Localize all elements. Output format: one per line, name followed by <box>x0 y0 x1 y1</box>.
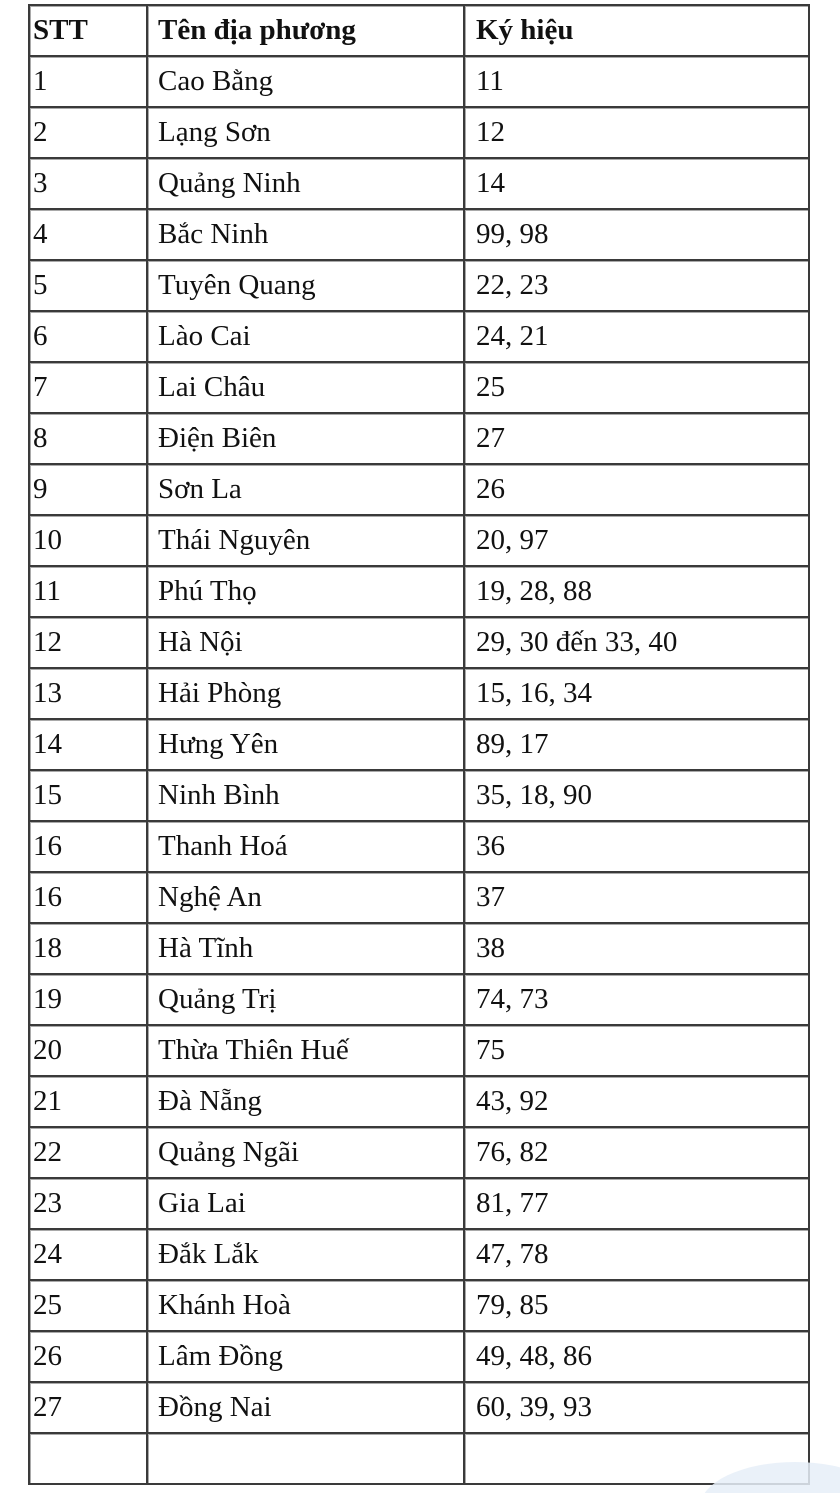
table-row <box>30 822 810 873</box>
row-stt: 15 <box>30 771 148 822</box>
row-stt: 22 <box>30 1128 148 1179</box>
row-code: 27 <box>465 414 810 465</box>
row-stt: 18 <box>30 924 148 975</box>
table-row <box>30 1179 810 1230</box>
row-stt: 19 <box>30 975 148 1026</box>
table-row <box>30 261 810 312</box>
row-stt: 13 <box>30 669 148 720</box>
header-code: Ký hiệu <box>465 6 810 57</box>
row-province-name: Lai Châu <box>148 363 465 414</box>
row-code: 81, 77 <box>465 1179 810 1230</box>
row-stt: 1 <box>30 57 148 108</box>
row-stt: 5 <box>30 261 148 312</box>
row-code: 15, 16, 34 <box>465 669 810 720</box>
row-province-name: Bắc Ninh <box>148 210 465 261</box>
row-code: 38 <box>465 924 810 975</box>
row-code: 19, 28, 88 <box>465 567 810 618</box>
row-stt: 24 <box>30 1230 148 1281</box>
row-stt: 12 <box>30 618 148 669</box>
row-stt: 6 <box>30 312 148 363</box>
row-stt: 7 <box>30 363 148 414</box>
row-province-name: Hải Phòng <box>148 669 465 720</box>
row-province-name: Hà Nội <box>148 618 465 669</box>
row-stt: 11 <box>30 567 148 618</box>
row-code: 36 <box>465 822 810 873</box>
row-province-name: Đắk Lắk <box>148 1230 465 1281</box>
table-row <box>30 1434 810 1485</box>
table-row <box>30 975 810 1026</box>
table-row <box>30 567 810 618</box>
table-row <box>30 108 810 159</box>
table-row <box>30 1383 810 1434</box>
row-province-name: Hưng Yên <box>148 720 465 771</box>
row-code: 47, 78 <box>465 1230 810 1281</box>
row-code: 43, 92 <box>465 1077 810 1128</box>
row-province-name: Thái Nguyên <box>148 516 465 567</box>
row-stt: 27 <box>30 1383 148 1434</box>
row-province-name: Ninh Bình <box>148 771 465 822</box>
row-province-name: Lào Cai <box>148 312 465 363</box>
table-row <box>30 1128 810 1179</box>
table-row <box>30 924 810 975</box>
row-stt: 4 <box>30 210 148 261</box>
row-code: 35, 18, 90 <box>465 771 810 822</box>
table-row <box>30 1332 810 1383</box>
row-code: 22, 23 <box>465 261 810 312</box>
table-row <box>30 1077 810 1128</box>
row-code: 49, 48, 86 <box>465 1332 810 1383</box>
row-code: 24, 21 <box>465 312 810 363</box>
row-province-name: Quảng Trị <box>148 975 465 1026</box>
row-stt: 23 <box>30 1179 148 1230</box>
row-code: 14 <box>465 159 810 210</box>
row-province-name: Đà Nẵng <box>148 1077 465 1128</box>
table-row <box>30 873 810 924</box>
table-row <box>30 312 810 363</box>
table-row <box>30 414 810 465</box>
row-code: 20, 97 <box>465 516 810 567</box>
row-stt: 25 <box>30 1281 148 1332</box>
row-code: 60, 39, 93 <box>465 1383 810 1434</box>
row-province-name: Sơn La <box>148 465 465 516</box>
row-province-name: Tuyên Quang <box>148 261 465 312</box>
row-province-name: Gia Lai <box>148 1179 465 1230</box>
row-stt: 9 <box>30 465 148 516</box>
row-province-name: Hà Tĩnh <box>148 924 465 975</box>
row-code: 12 <box>465 108 810 159</box>
table-row <box>30 771 810 822</box>
table-row <box>30 669 810 720</box>
row-code: 79, 85 <box>465 1281 810 1332</box>
row-stt: 16 <box>30 822 148 873</box>
row-stt: 2 <box>30 108 148 159</box>
header-stt: STT <box>30 6 148 57</box>
row-code: 11 <box>465 57 810 108</box>
row-stt: 20 <box>30 1026 148 1077</box>
table-body <box>30 57 810 1485</box>
row-province-name: Nghệ An <box>148 873 465 924</box>
row-code: 99, 98 <box>465 210 810 261</box>
row-stt: 26 <box>30 1332 148 1383</box>
row-province-name: Quảng Ngãi <box>148 1128 465 1179</box>
row-province-name: Cao Bằng <box>148 57 465 108</box>
row-province-name: Thừa Thiên Huế <box>148 1026 465 1077</box>
table-row <box>30 57 810 108</box>
table-row <box>30 465 810 516</box>
table-row <box>30 159 810 210</box>
row-stt <box>30 1434 148 1485</box>
table-row <box>30 1281 810 1332</box>
table-row <box>30 618 810 669</box>
row-code: 74, 73 <box>465 975 810 1026</box>
row-code: 29, 30 đến 33, 40 <box>465 618 810 669</box>
row-province-name <box>148 1434 465 1485</box>
row-stt: 21 <box>30 1077 148 1128</box>
row-code: 76, 82 <box>465 1128 810 1179</box>
row-code: 25 <box>465 363 810 414</box>
table-header-row <box>30 6 810 57</box>
row-province-name: Quảng Ninh <box>148 159 465 210</box>
row-stt: 8 <box>30 414 148 465</box>
header-province-name: Tên địa phương <box>148 6 465 57</box>
row-province-name: Lạng Sơn <box>148 108 465 159</box>
row-stt: 14 <box>30 720 148 771</box>
row-code: 89, 17 <box>465 720 810 771</box>
row-province-name: Đồng Nai <box>148 1383 465 1434</box>
province-code-table <box>28 4 810 1485</box>
row-stt: 10 <box>30 516 148 567</box>
row-code: 37 <box>465 873 810 924</box>
table-row <box>30 210 810 261</box>
row-province-name: Phú Thọ <box>148 567 465 618</box>
table-row <box>30 1230 810 1281</box>
table-row <box>30 363 810 414</box>
row-stt: 3 <box>30 159 148 210</box>
table-row <box>30 1026 810 1077</box>
row-stt: 16 <box>30 873 148 924</box>
row-code: 75 <box>465 1026 810 1077</box>
row-province-name: Điện Biên <box>148 414 465 465</box>
row-code: 26 <box>465 465 810 516</box>
table-row <box>30 516 810 567</box>
row-province-name: Lâm Đồng <box>148 1332 465 1383</box>
row-province-name: Thanh Hoá <box>148 822 465 873</box>
table-row <box>30 720 810 771</box>
row-province-name: Khánh Hoà <box>148 1281 465 1332</box>
